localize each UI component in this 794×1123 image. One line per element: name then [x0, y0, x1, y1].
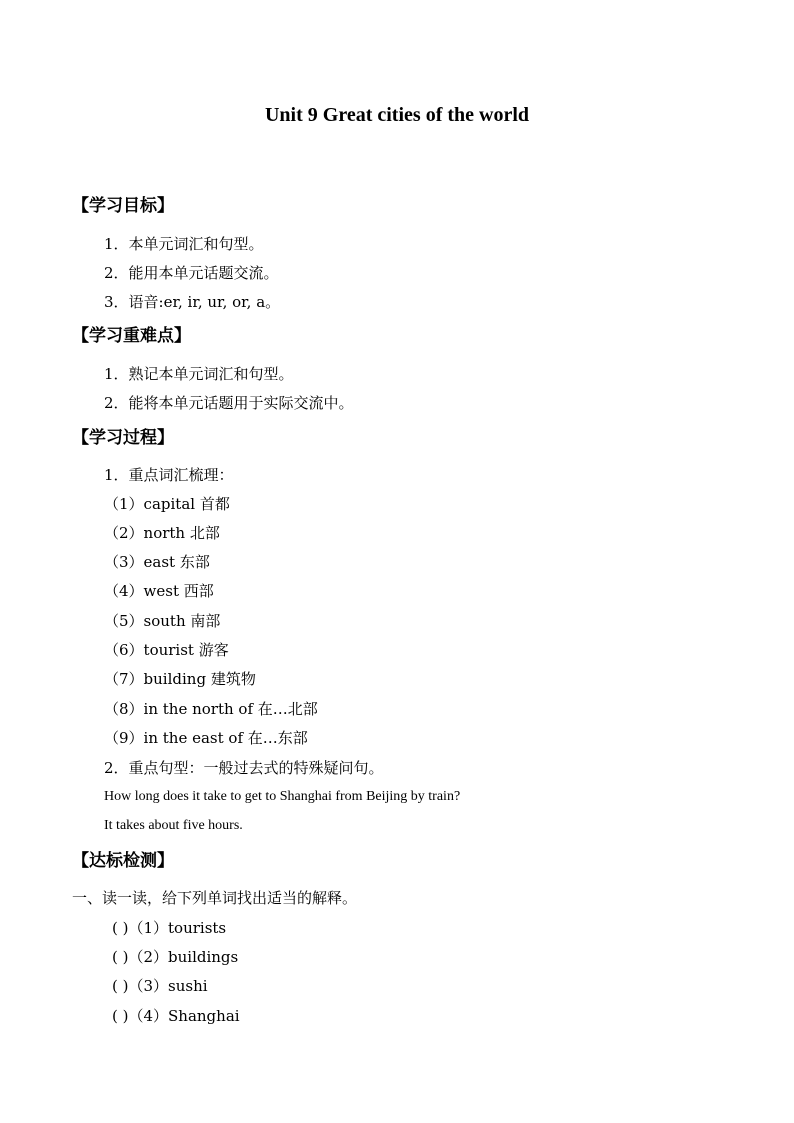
page-title: Unit 9 Great cities of the world: [264, 104, 530, 126]
vocab-item: （5）south 南部: [104, 612, 221, 630]
objective-item: 1．本单元词汇和句型。: [104, 235, 264, 253]
check-instruction: 一、读一读，给下列单词找出适当的解释。: [72, 889, 358, 907]
vocab-item: （9）in the east of 在…东部: [104, 729, 308, 747]
check-heading: 【达标检测】: [72, 851, 174, 871]
vocab-item: （3）east 东部: [104, 553, 210, 571]
key-points-heading: 【学习重难点】: [72, 326, 191, 346]
example-sentence: How long does it take to get to Shanghai from Beijing by train?: [104, 789, 461, 804]
check-item: ( )（3）sushi: [112, 977, 208, 995]
example-sentence: It takes about five hours.: [104, 818, 243, 833]
vocab-item: （7）building 建筑物: [104, 670, 256, 688]
vocab-item: （6）tourist 游客: [104, 641, 229, 659]
vocab-item: （1）capital 首都: [104, 495, 230, 513]
process-heading: 【学习过程】: [72, 428, 174, 448]
vocab-item: （2）north 北部: [104, 524, 220, 542]
pattern-title: 2．重点句型：一般过去式的特殊疑问句。: [104, 759, 384, 777]
objective-item: 3．语音:er, ir, ur, or, a。: [104, 293, 281, 311]
key-point-item: 2．能将本单元话题用于实际交流中。: [104, 394, 354, 412]
key-point-item: 1．熟记本单元词汇和句型。: [104, 365, 294, 383]
check-item: ( )（1）tourists: [112, 919, 227, 937]
objectives-heading: 【学习目标】: [72, 196, 174, 216]
check-item: ( )（2）buildings: [112, 948, 239, 966]
vocab-title: 1．重点词汇梳理：: [104, 466, 234, 484]
vocab-item: （8）in the north of 在…北部: [104, 700, 318, 718]
check-item: ( )（4）Shanghai: [112, 1007, 240, 1025]
objective-item: 2．能用本单元话题交流。: [104, 264, 279, 282]
vocab-item: （4）west 西部: [104, 582, 214, 600]
